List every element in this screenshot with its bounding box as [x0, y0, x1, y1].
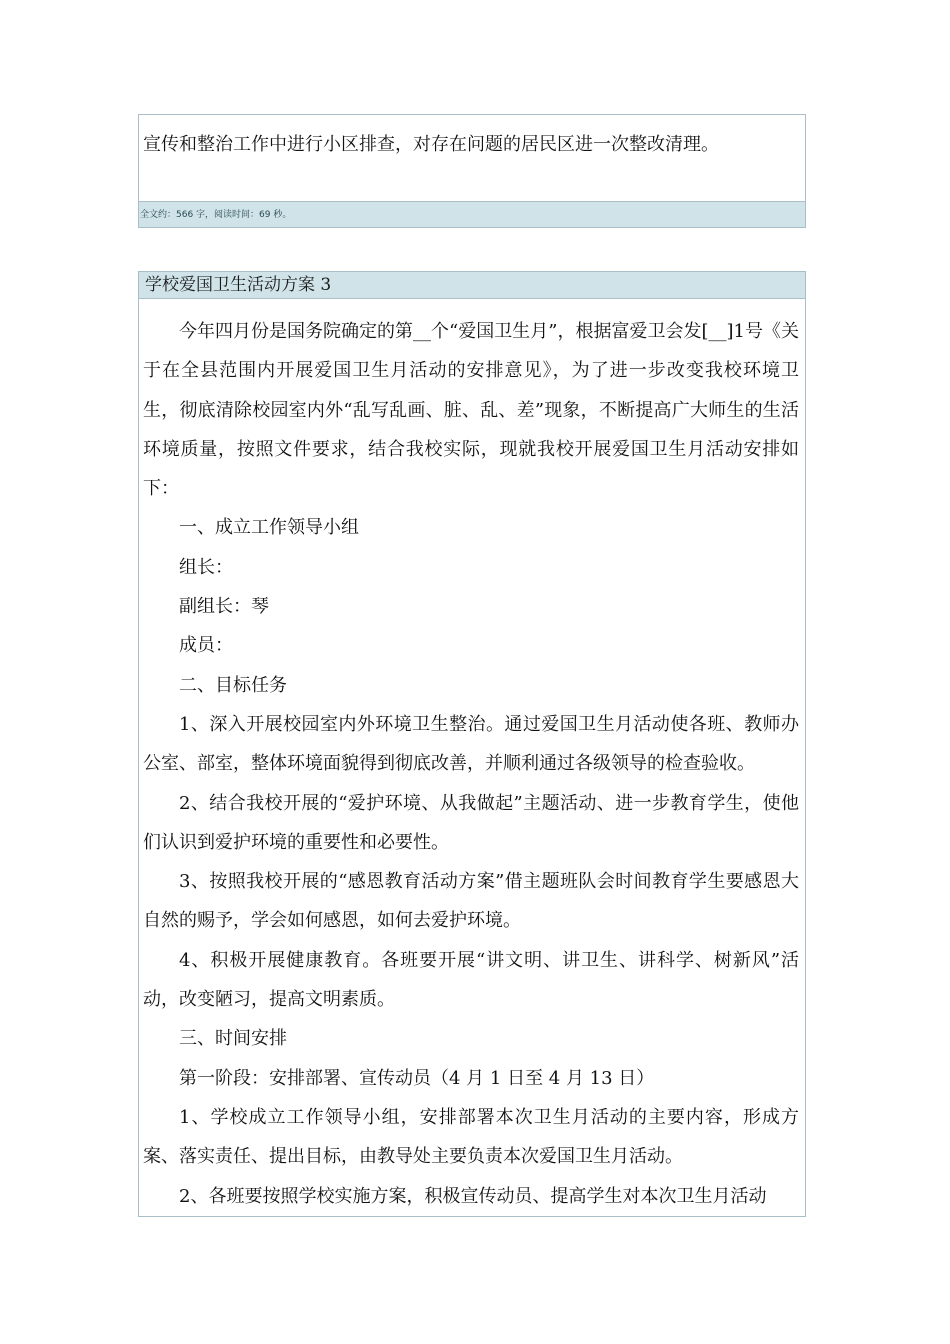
paragraph: 今年四月份是国务院确定的第__个“爱国卫生月”，根据富爱卫会发[__]1号《关于在全县范围内开展爱国卫生月活动的安排意见》，为了进一步改变我校环境卫生，彻底清除校园室内外“乱写乱画、脏、乱、差”现象，不断提高广大师生的生活环境质量，按照文件要求，结合我校实际，现就我校开展爱国卫生月活动安排如下： — [143, 321, 799, 500]
paragraph: 2、各班要按照学校实施方案，积极宣传动员、提高学生对本次卫生月活动 — [179, 1185, 767, 1207]
section-content — [139, 299, 805, 1216]
paragraph: 1、深入开展校园室内外环境卫生整治。通过爱国卫生月活动使各班、教师办公室、部室，整体环境面貌得到彻底改善，并顺利通过各级领导的检查验收。 — [143, 713, 799, 775]
reading-stats-footer: 全文约：566 字，阅读时间：69 秒。 — [139, 201, 805, 227]
paragraph: 3、按照我校开展的“感恩教育活动方案”借主题班队会时间教育学生要感恩大自然的赐予，学会如何感恩，如何去爱护环境。 — [143, 871, 799, 932]
previous-section-box — [138, 114, 806, 228]
section-box — [138, 271, 806, 1217]
heading-goals: 二、目标任务 — [179, 674, 287, 696]
paragraph: 4、积极开展健康教育。各班要开展“讲文明、讲卫生、讲科学、树新风”活动，改变陋习，提高文明素质。 — [143, 949, 799, 1011]
paragraph: 组长： — [179, 556, 233, 578]
heading-schedule: 三、时间安排 — [179, 1028, 287, 1050]
paragraph: 副组长：琴 — [179, 596, 269, 618]
paragraph: 2、结合我校开展的“爱护环境、从我做起”主题活动、进一步教育学生，使他们认识到爱护环境的重要性和必要性。 — [143, 792, 799, 853]
paragraph: 成员： — [179, 635, 233, 657]
paragraph: 第一阶段：安排部署、宣传动员（4 月 1 日至 4 月 13 日） — [179, 1067, 655, 1089]
paragraph: 1、学校成立工作领导小组，安排部署本次卫生月活动的主要内容，形成方案、落实责任、提出目标，由教导处主要负责本次爱国卫生月活动。 — [143, 1106, 799, 1168]
section-title: 学校爱国卫生活动方案 3 — [139, 272, 805, 299]
heading-leadership-group: 一、成立工作领导小组 — [179, 517, 359, 539]
previous-section-text: 宣传和整治工作中进行小区排查，对存在问题的居民区进一次整改清理。 — [143, 134, 719, 155]
